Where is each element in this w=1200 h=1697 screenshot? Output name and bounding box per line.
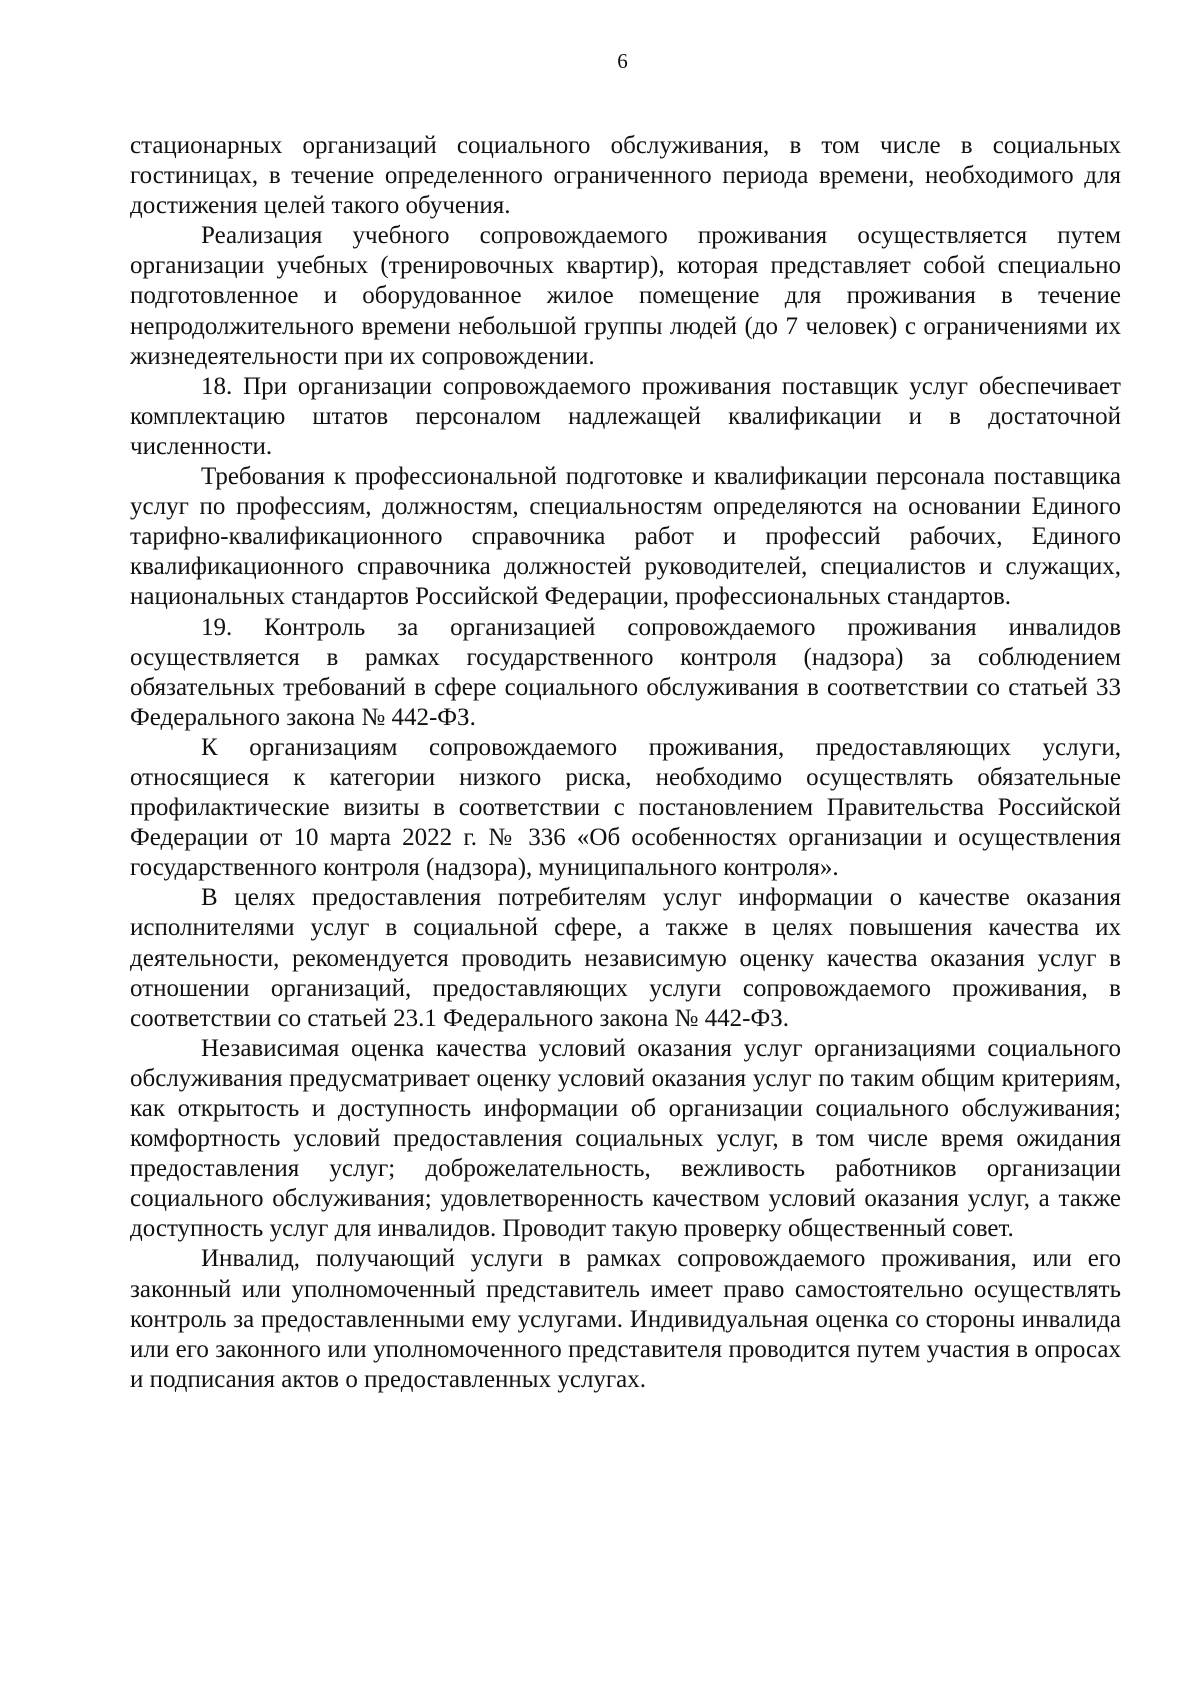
paragraph-4: Требования к профессиональной подготовке и квалификации персонала поставщика услуг по профессиям, должностям, специальностям определяются на основании Единого тарифно-квалификационного справочника работ и профессий рабочих, Единого квалификационного справочника должностей руководителей, специалистов и служащих, национальных стандартов Российской Федерации, профессиональных стандартов. (130, 463, 1121, 611)
paragraph-2: Реализация учебного сопровождаемого проживания осуществляется путем организации учебных (тренировочных квартир), которая представляет собой специально подготовленное и оборудованное жилое помещение для проживания в течение непродолжительного времени небольшой группы людей (до 7 человек) с ограничениями их жизнедеятельности при их сопровождении. (130, 222, 1121, 370)
paragraph-6: К организациям сопровождаемого проживания, предоставляющих услуги, относящиеся к категории низкого риска, необходимо осуществлять обязательные профилактические визиты в соответствии с постановлением Правительства Российской Федерации от 10 марта 2022 г. № 336 «Об особенностях организации и осуществления государственного контроля (надзора), муниципального контроля». (130, 733, 1121, 882)
paragraph-9: Инвалид, получающий услуги в рамках сопровождаемого проживания, или его законный или уполномоченный представитель имеет право самостоятельно осуществлять контроль за предоставленными ему услугами. Индивидуальная оценка со стороны инвалида или его законного или уполномоченного представителя проводится путем участия в опросах и подписания актов о предоставленных услугах. (130, 1245, 1121, 1393)
paragraph-8: Независимая оценка качества условий оказания услуг организациями социального обслуживания предусматривает оценку условий оказания услуг по таким общим критериям, как открытость и доступность информации об организации социального обслуживания; комфортность условий предоставления социальных услуг, в том числе время ожидания предоставления услуг; доброжелательность, вежливость работников организации социального обслуживания; удовлетворенность качеством условий оказания услуг, а также доступность услуг для инвалидов. Проводит такую проверку общественный совет. (130, 1034, 1121, 1243)
document-body (130, 131, 1121, 1395)
paragraph-7: В целях предоставления потребителям услуг информации о качестве оказания исполнителями услуг в социальной сфере, а также в целях повышения качества их деятельности, рекомендуется проводить независимую оценку качества оказания услуг в отношении организаций, предоставляющих услуги сопровождаемого проживания, в соответствии со статьей 23.1 Федерального закона № 442-ФЗ. (130, 884, 1121, 1032)
page-number: 6 (617, 49, 628, 73)
paragraph-3: 18. При организации сопровождаемого проживания поставщик услуг обеспечивает комплектацию штатов персоналом надлежащей квалификации и в достаточной численности. (130, 372, 1121, 460)
paragraph-5: 19. Контроль за организацией сопровождаемого проживания инвалидов осуществляется в рамках государственного контроля (надзора) за соблюдением обязательных требований в сфере социального обслуживания в соответствии со статьей 33 Федерального закона № 442-ФЗ. (130, 613, 1121, 731)
paragraph-1: стационарных организаций социального обслуживания, в том числе в социальных гостиницах, в течение определенного ограниченного периода времени, необходимого для достижения целей такого обучения. (130, 132, 1121, 220)
